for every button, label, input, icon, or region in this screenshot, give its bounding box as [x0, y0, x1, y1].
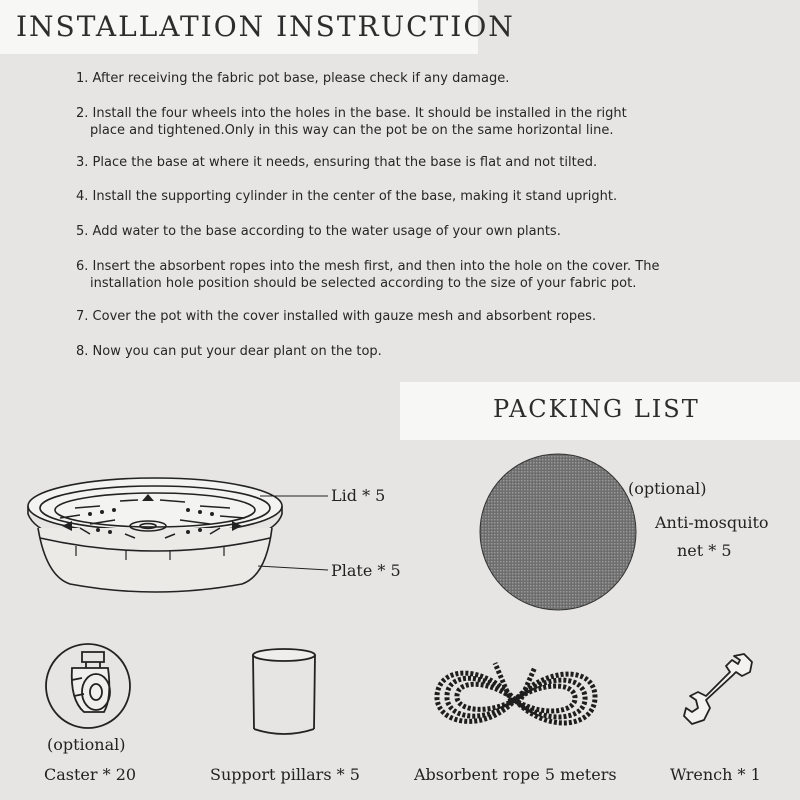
net-label-line1: Anti-mosquito	[655, 513, 769, 532]
wrench-icon	[676, 650, 756, 730]
mesh-net-icon	[478, 452, 638, 612]
instruction-step-5	[76, 223, 561, 240]
caster-label: Caster * 20	[44, 765, 137, 784]
step-text: 4. Install the supporting cylinder in the center of the base, making it stand upright.	[76, 189, 618, 204]
rope-label: Absorbent rope 5 meters	[414, 765, 617, 784]
instruction-step-2	[76, 105, 627, 139]
net-label-line2: net * 5	[677, 541, 732, 560]
step-text: 1. After receiving the fabric pot base, please check if any damage.	[76, 71, 510, 86]
support-pillar-icon	[246, 645, 322, 741]
step-text: 8. Now you can put your dear plant on the top.	[76, 344, 382, 359]
instruction-step-3	[76, 154, 597, 171]
coiled-rope-icon	[425, 655, 605, 745]
lid-label: Lid * 5	[331, 486, 386, 505]
instruction-step-7	[76, 308, 596, 325]
packing-list-title: PACKING LIST	[493, 395, 700, 423]
wrench-label: Wrench * 1	[670, 765, 761, 784]
packing-list-banner	[400, 382, 800, 440]
caster-wheel-icon	[42, 640, 134, 732]
net-optional-note: (optional)	[628, 479, 707, 498]
plate-label: Plate * 5	[331, 561, 401, 580]
step-text: 3. Place the base at where it needs, ensuring that the base is flat and not tilted.	[76, 155, 598, 170]
step-text: 6. Insert the absorbent ropes into the mesh first, and then into the hole on the cover. The	[76, 259, 660, 274]
instruction-step-1	[76, 70, 509, 87]
instruction-step-4	[76, 188, 617, 205]
plate-with-lid-icon	[20, 468, 290, 608]
instruction-step-8	[76, 343, 382, 360]
caster-optional-note: (optional)	[47, 735, 126, 754]
title-banner	[0, 0, 515, 54]
instruction-step-6	[76, 258, 659, 292]
step-text-continued: place and tightened.Only in this way can the pot be on the same horizontal line.	[90, 123, 614, 138]
step-text-continued: installation hole position should be selected according to the size of your fabric pot.	[90, 276, 637, 291]
pillar-label: Support pillars * 5	[210, 765, 360, 784]
page-title: INSTALLATION INSTRUCTION	[16, 10, 515, 43]
step-text: 7. Cover the pot with the cover installed with gauze mesh and absorbent ropes.	[76, 309, 597, 324]
step-text: 2. Install the four wheels into the holes in the base. It should be installed in the right	[76, 106, 627, 121]
step-text: 5. Add water to the base according to the water usage of your own plants.	[76, 224, 561, 239]
